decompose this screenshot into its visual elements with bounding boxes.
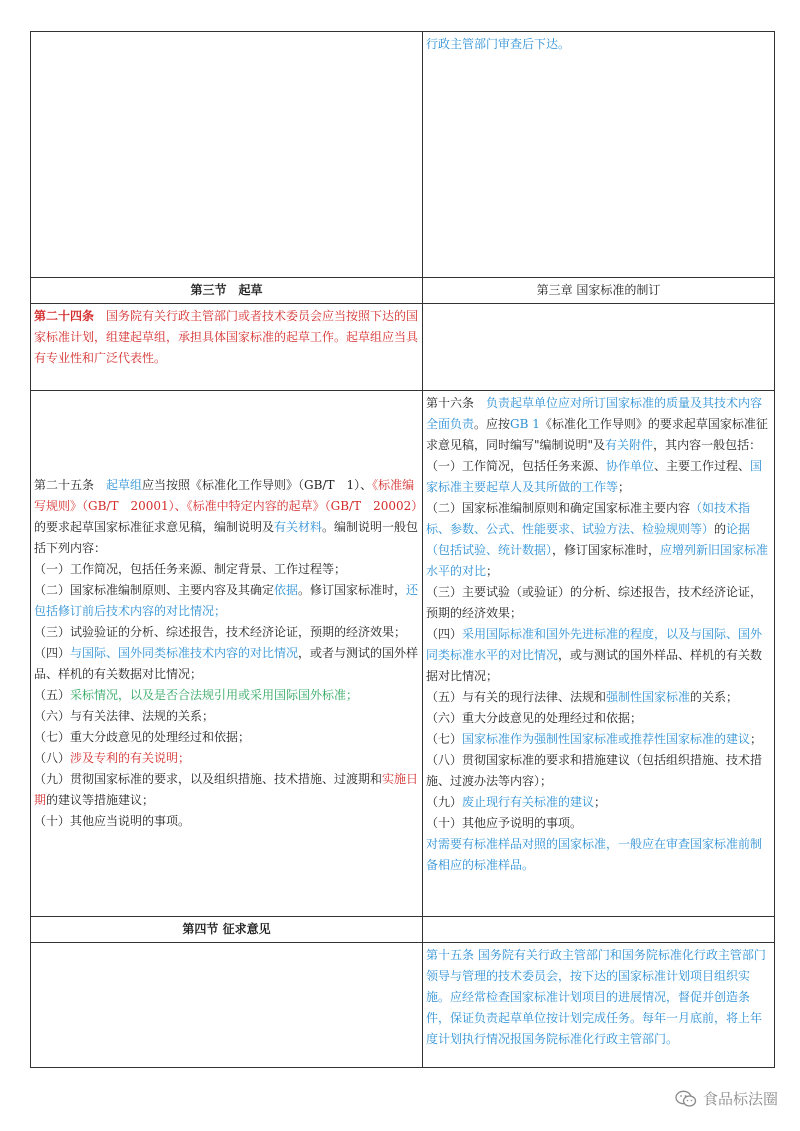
article-24-body: 国务院有关行政主管部门或者技术委员会应当按照下达的国家标准计划，组建起草组，承担具体国家标准的起草工作。起草组应当具有专业性和广泛代表性。 (34, 309, 419, 365)
article-16-text-run: （八）贯彻国家标准的要求和措施建议（包括组织措施、技术措施、过渡办法等内容）； (426, 753, 763, 788)
article-16-text-run: 废止现行有关标准的建议 (462, 795, 595, 809)
article-16-paragraph (426, 393, 771, 456)
article-25-text-run: （九）贯彻国家标准的要求，以及组织措施、技术措施、过渡期和 (34, 772, 383, 786)
article-16-text-run: 的 (714, 522, 727, 536)
article-16-paragraph (426, 813, 771, 834)
row-article-24 (31, 304, 775, 391)
section-title-left: 第三节 起草 (31, 278, 423, 304)
row1-right-cell (423, 32, 775, 278)
article-16-text-run: （四） (426, 627, 463, 641)
article-16-text-run: 应增列新旧国家标准水平的对比 (426, 543, 769, 578)
article-25-text-run: （七）重大分歧意见的处理经过和依据； (34, 730, 251, 744)
article-25-text-run: （十）其他应当说明的事项。 (34, 814, 191, 828)
article-25-text-run: 应当按照《标准化工作导则》（GB/T 1）、 (142, 478, 373, 492)
article-16-paragraph (426, 750, 771, 792)
row-article-15 (31, 943, 775, 1068)
comparison-table (30, 31, 775, 1068)
article-25-paragraph (34, 622, 419, 643)
article-16-text-run: ，其内容一般包括： (653, 438, 762, 452)
watermark-text: 食品标法圈 (702, 1090, 778, 1108)
chapter-title-right: 第三章 国家标准的制订 (423, 278, 775, 304)
article-24-head: 第二十四条 (34, 309, 95, 323)
article-16-text-run: （一）工作简况，包括任务来源、 (426, 459, 607, 473)
article-24-cell (31, 304, 423, 391)
article-15-left-empty (31, 943, 423, 1068)
article-15-cell (423, 943, 775, 1068)
article-16-paragraph (426, 582, 771, 624)
article-24-right-empty (423, 304, 775, 391)
article-16-text-run: ； (618, 480, 631, 494)
article-25-text-run: 的要求起草国家标准征求意见稿，编制说明及 (34, 520, 275, 534)
article-25-paragraph (34, 811, 419, 832)
article-16-text-run: 国家标准主要起草人及其所做的工作等 (426, 459, 763, 494)
article-25-text-run: （六）与有关法律、法规的关系； (34, 709, 215, 723)
article-25-text-run: 第二十五条 (34, 478, 107, 492)
article-25-paragraph (34, 706, 419, 727)
article-16-text-run: 强制性国家标准 (606, 690, 691, 704)
article-16-paragraph (426, 624, 771, 687)
article-25-text-run: 实施日期 (34, 772, 419, 807)
article-16-text-run: 负责起草单位应对所订国家标准的质量及其技术内容全面负责 (426, 396, 763, 431)
article-16-text-run: GB 1 (510, 417, 540, 431)
article-16-text-run: 、主要工作过程、 (654, 459, 751, 473)
row-section-header (31, 278, 775, 304)
article-16-text-run: （如技术指标、参数、公式、性能要求、试验方法、检验规则等） (426, 501, 751, 536)
article-25-text-run: （四） (34, 646, 71, 660)
section-4-right-empty (423, 917, 775, 943)
article-16-cell (423, 391, 775, 917)
article-16-paragraph (426, 792, 771, 813)
row1-left-cell (31, 32, 423, 278)
article-25-text-run: （三）试验验证的分析、综述报告，技术经济论证，预期的经济效果； (34, 625, 407, 639)
article-16-paragraph (426, 456, 771, 498)
article-16-text-run: 的关系； (690, 690, 739, 704)
article-16-text-run: 第十六条 (426, 396, 487, 410)
article-25-text-run: 的建议等措施建议； (46, 793, 155, 807)
article-25-text-run: （八） (34, 751, 71, 765)
article-16-text-run: （九） (426, 795, 463, 809)
article-16-text-run: （十）其他应予说明的事项。 (426, 816, 583, 830)
article-16-text-run: （七） (426, 732, 463, 746)
article-25-text-run: 有关材料 (274, 520, 323, 534)
article-16-text-run: 论据（包括试验、统计数据） (426, 522, 751, 557)
article-16-text-run: 《标准化工作导则》的要求起草国家标准征求意见稿，同时编写"编制说明"及 (426, 417, 768, 452)
article-16-paragraph (426, 708, 771, 729)
article-16-paragraph (426, 729, 771, 750)
article-25-text-run: 《标准编写规则》（GB/T 20001）、《标准中特定内容的起草》（GB/T 20002） (34, 478, 424, 513)
article-16-text-run: ； (750, 732, 763, 746)
article-25-paragraph (34, 580, 419, 622)
article-25-paragraph (34, 559, 419, 580)
article-16-text-run: 。应按 (474, 417, 511, 431)
article-16-text-run: 国家标准作为强制性国家标准或推荐性国家标准的建议 (462, 732, 751, 746)
article-25-cell (31, 391, 423, 917)
article-25-paragraph (34, 727, 419, 748)
row-article-25 (31, 391, 775, 917)
article-25-text-run: 依据 (274, 583, 299, 597)
article-16-text-run: （六）重大分歧意见的处理经过和依据； (426, 711, 643, 725)
article-16-text-run: （二）国家标准编制原则和确定国家标准主要内容 (426, 501, 691, 515)
article-25-paragraph (34, 643, 419, 685)
article-25-text-run: ，或者与测试的国外样品、样机的有关数据对比情况； (34, 646, 419, 681)
article-25-text-run: 采标情况，以及是否合法规引用或采用国际国外标准； (70, 688, 359, 702)
article-25-text-run: 。编制说明一般包括下列内容： (34, 520, 419, 555)
row-section-4 (31, 917, 775, 943)
article-16-text-run: （三）主要试验（或验证）的分析、综述报告，技术经济论证，预期的经济效果； (426, 585, 763, 620)
article-16-text-run: ； (486, 564, 499, 578)
section-4-title: 第四节 征求意见 (31, 917, 423, 943)
row1-right-text: 行政主管部门审查后下达。 (426, 37, 571, 51)
article-16-paragraph (426, 834, 771, 876)
article-25-text-run: 与国际、国外同类标准技术内容的对比情况 (70, 646, 299, 660)
article-25-text-run: （二）国家标准编制原则、主要内容及其确定 (34, 583, 275, 597)
article-25-text-run: 涉及专利的有关说明； (70, 751, 191, 765)
article-25-paragraph (34, 748, 419, 769)
article-25-paragraph (34, 685, 419, 706)
article-16-text-run: ，或与测试的国外样品、样机的有关数据对比情况； (426, 648, 763, 683)
wechat-icon (675, 1090, 697, 1108)
article-16-text-run: ； (594, 795, 607, 809)
article-16-text-run: 有关附件 (605, 438, 654, 452)
article-25-text-run: 起草组 (106, 478, 143, 492)
article-16-text-run: （五）与有关的现行法律、法规和 (426, 690, 607, 704)
article-25-text-run: 还包括修订前后技术内容的对比情况； (34, 583, 419, 618)
article-15-text: 第十五条 国务院有关行政主管部门和国务院标准化行政主管部门领导与管理的技术委员会，按下达的国家标准计划项目组织实施。应经常检查国家标准计划项目的进展情况，督促并创造条件，保证负责起草单位按计划完成任务。每年一月底前，将上年度计划执行情况报国务院标准化行政主管部门。 (426, 948, 766, 1046)
article-16-text-run: 采用国际标准和国外先进标准的程度，以及与国际、国外同类标准水平的对比情况 (426, 627, 763, 662)
article-16-text-run: 协作单位 (606, 459, 655, 473)
article-25-text-run: （一）工作简况，包括任务来源、制定背景、工作过程等； (34, 562, 347, 576)
article-25-text-run: 。修订国家标准时， (298, 583, 407, 597)
article-16-text-run: 对需要有标准样品对照的国家标准，一般应在审查国家标准前制备相应的标准样品。 (426, 837, 763, 872)
article-25-paragraph (34, 475, 424, 559)
article-25-text-run: （五） (34, 688, 71, 702)
watermark (675, 1088, 778, 1109)
article-25-paragraph (34, 769, 419, 811)
row-continuation (31, 32, 775, 278)
article-16-text-run: ，修订国家标准时， (552, 543, 661, 557)
article-16-paragraph (426, 498, 771, 582)
article-16-paragraph (426, 687, 771, 708)
